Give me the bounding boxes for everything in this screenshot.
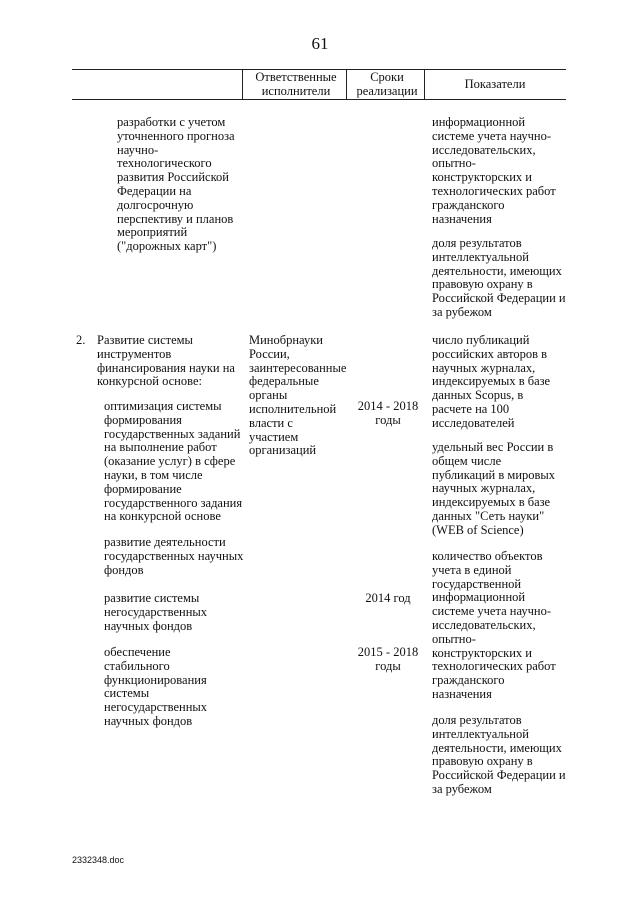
item-indicator-1: число публикаций российских авторов в научных журналах, индексируемых в базе данных Scopus, в расчете на 100 исследователей bbox=[432, 333, 551, 430]
subitem-term-1: 2014 - 2018 годы bbox=[357, 399, 419, 427]
column-divider-2 bbox=[346, 69, 347, 99]
item-indicator-3: количество объектов учета в единой государственной информационной системе учета научно-исследовательских, опытно-конструкторских и технологических работ гражданского назначения bbox=[432, 549, 556, 701]
subitem-text-3: развитие системы негосударственных научных фондов bbox=[104, 591, 208, 633]
page-number: 61 bbox=[311, 34, 329, 53]
item-number: 2. bbox=[76, 333, 86, 347]
subitem-term-4: 2015 - 2018 годы bbox=[357, 645, 419, 673]
column-divider-3 bbox=[424, 69, 425, 99]
item-indicator-2: удельный вес России в общем числе публикаций в мировых научных журналах, индексируемых в базе данных "Сеть науки" (WEB of Science) bbox=[432, 440, 556, 537]
subitem-term-3: 2014 год bbox=[365, 591, 411, 605]
continuation-measure: разработки с учетом уточненного прогноза научно-технологического развития Российской Федерации на долгосрочную перспективу и планов мероприятий ("дорожных карт") bbox=[117, 115, 235, 254]
item-executors: Минобрнауки России, заинтересованные федеральные органы исполнительной власти с участием организаций bbox=[249, 333, 347, 458]
item-title: Развитие системы инструментов финансирования науки на конкурсной основе: bbox=[97, 333, 235, 389]
header-indicators: Показатели bbox=[464, 77, 526, 91]
header-executors: Ответственные исполнители bbox=[255, 70, 337, 98]
item-indicator-4: доля результатов интеллектуальной деятельности, имеющих правовую охрану в Российской Федерации и за рубежом bbox=[432, 713, 566, 796]
header-terms: Сроки реализации bbox=[356, 70, 418, 98]
continuation-indicator-2: доля результатов интеллектуальной деятельности, имеющих правовую охрану в Российской Федерации и за рубежом bbox=[432, 236, 566, 319]
subitem-text-4: обеспечение стабильного функционирования системы негосударственных научных фондов bbox=[104, 645, 208, 728]
subitem-text-1: оптимизация системы формирования государственных заданий на выполнение работ (оказание услуг) в сфере науки, в том числе формирование государственного задания на конкурсной основе bbox=[104, 399, 243, 524]
table-header-bottom-rule bbox=[72, 99, 566, 100]
subitem-text-2: развитие деятельности государственных научных фондов bbox=[104, 535, 244, 577]
continuation-indicator-1: информационной системе учета научно-исследовательских, опытно-конструкторских и технологических работ гражданского назначения bbox=[432, 115, 556, 226]
doc-footer: 2332348.doc bbox=[72, 855, 125, 865]
column-divider-1 bbox=[242, 69, 243, 99]
